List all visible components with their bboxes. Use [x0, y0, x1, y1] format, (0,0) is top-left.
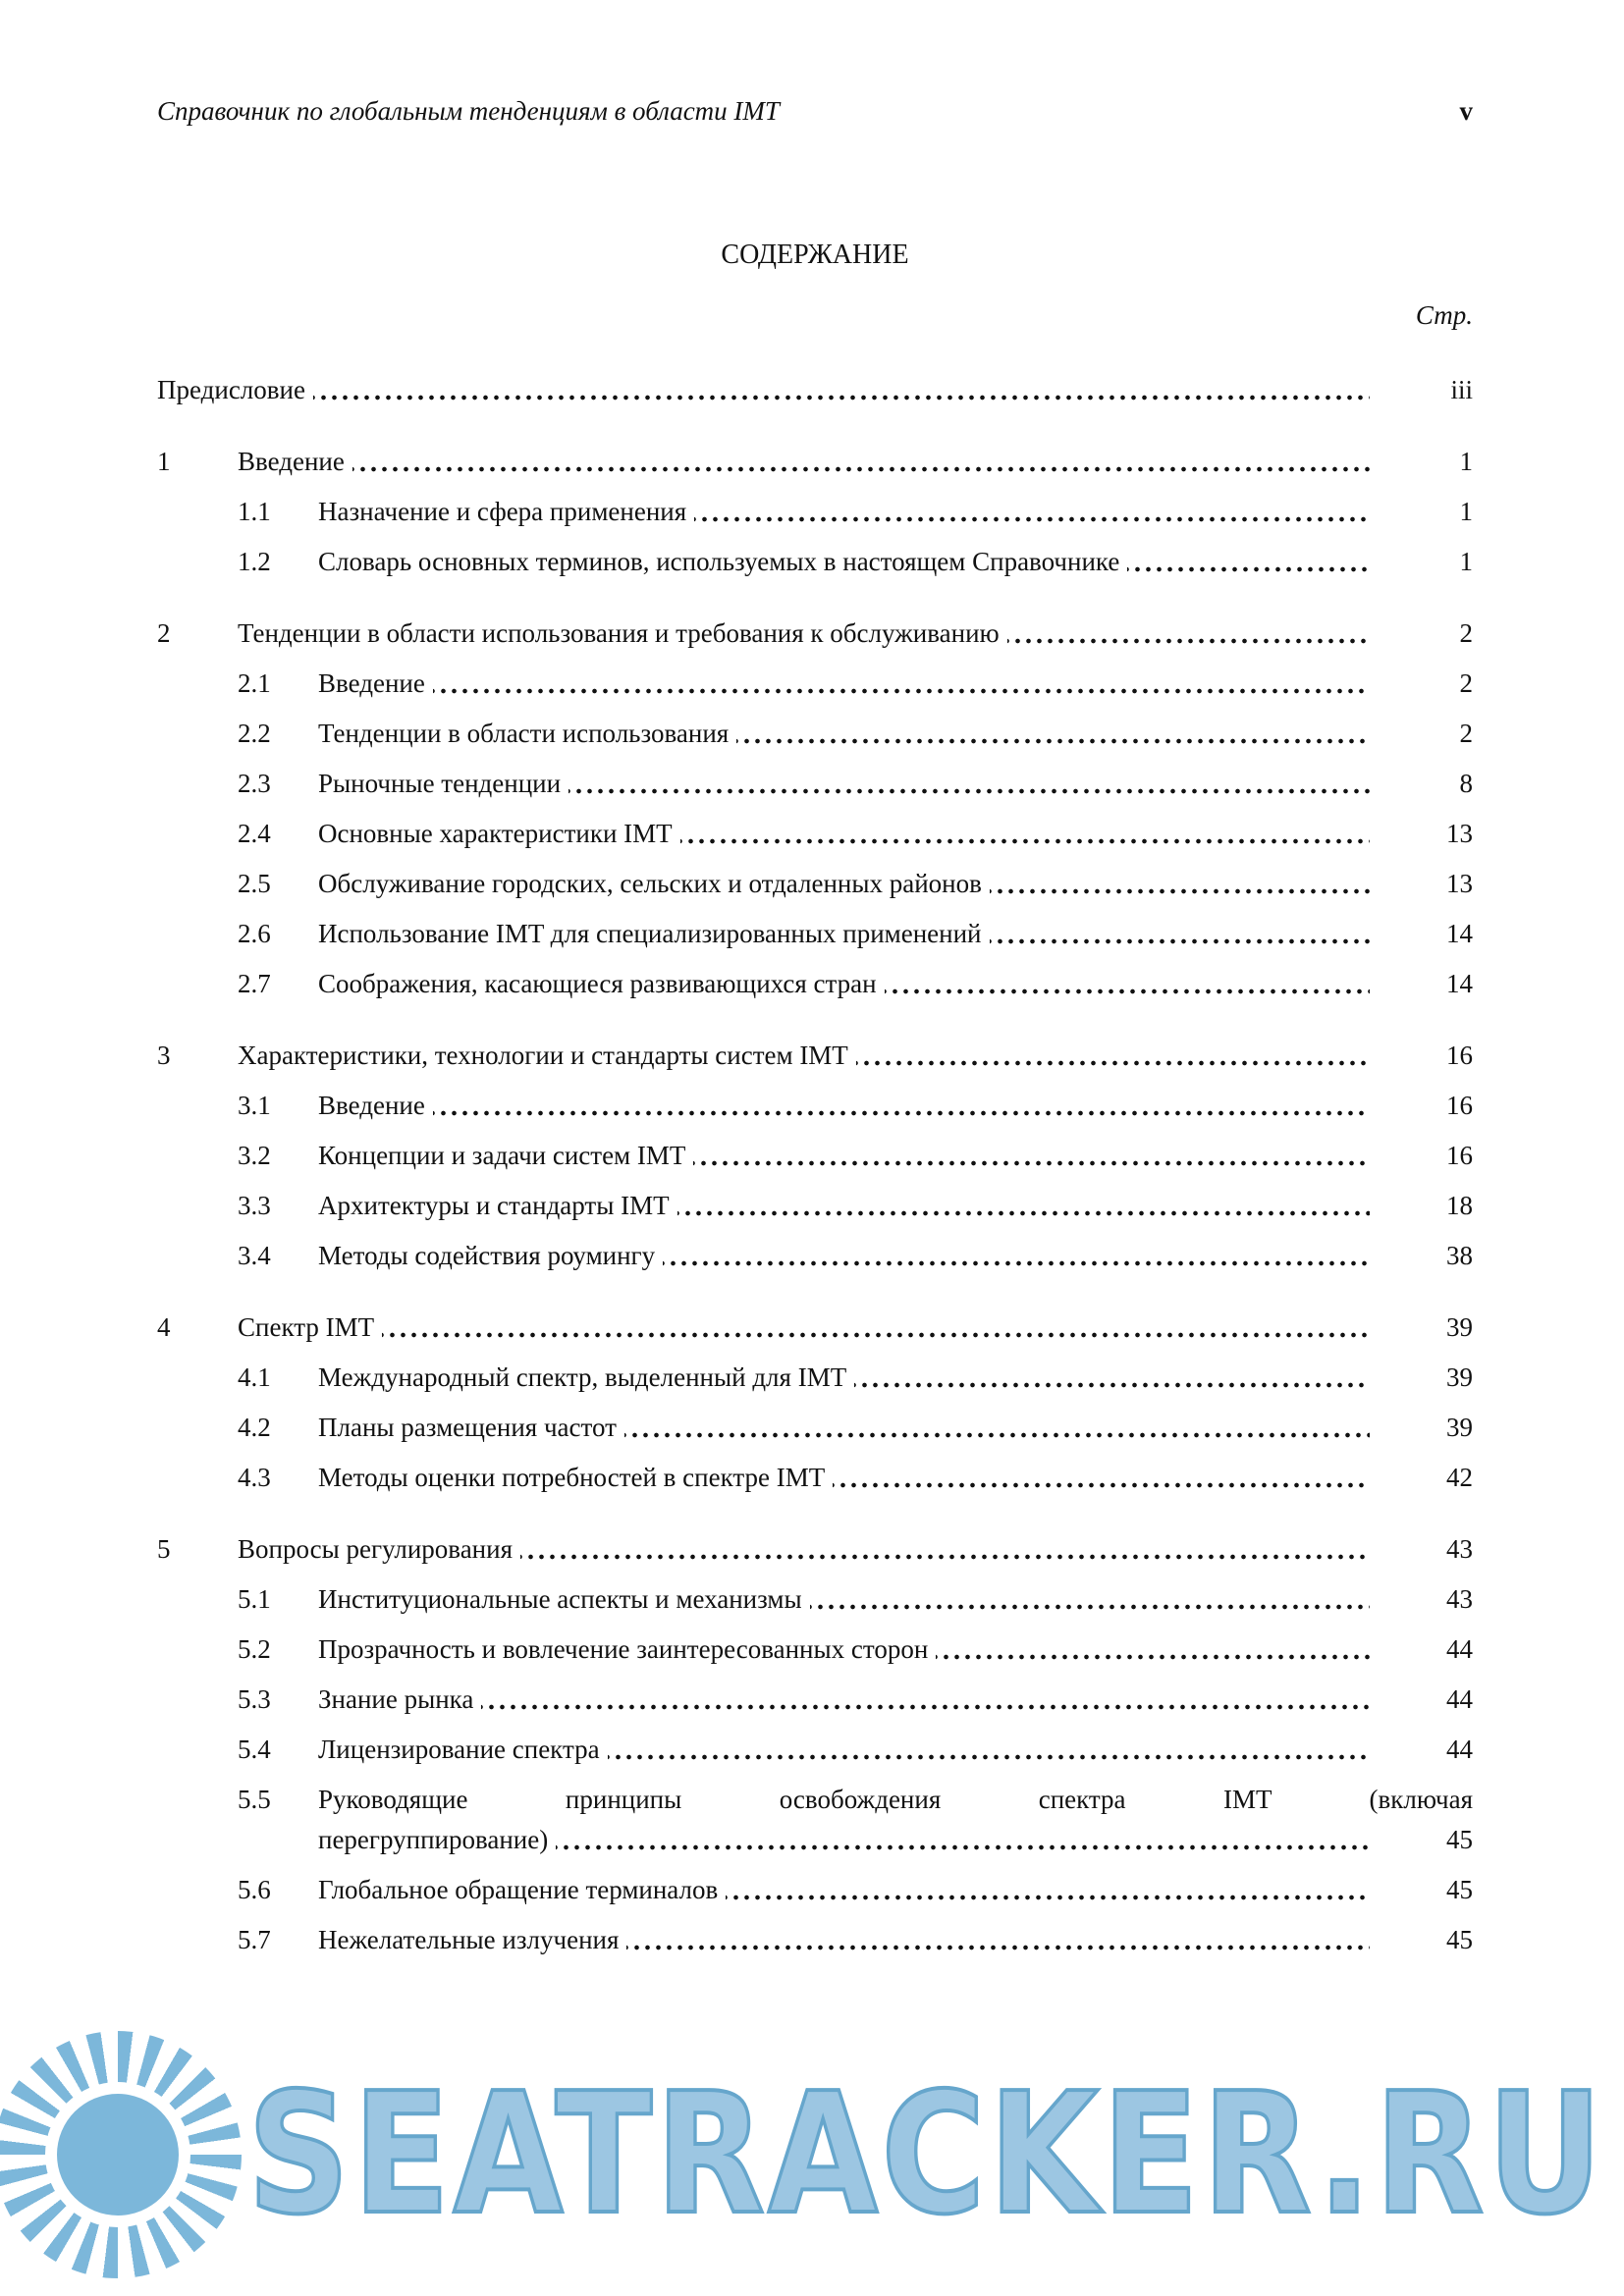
- toc-entry: [238, 1581, 1473, 1617]
- toc-entry-number: 5.5: [238, 1785, 271, 1814]
- dot-leader: [433, 666, 1370, 701]
- toc-entry-number: 1: [157, 447, 171, 476]
- toc-entry-title: Спектр IMT: [238, 1312, 375, 1342]
- toc-entry-title: Предисловие: [157, 375, 305, 404]
- toc-entry-page: 43: [1446, 1534, 1473, 1564]
- toc-entry-title: Лицензирование спектра: [318, 1735, 600, 1764]
- toc-entry-page: 16: [1446, 1141, 1473, 1170]
- toc-entry-page: 16: [1446, 1041, 1473, 1070]
- toc-entry-multiline: [318, 1782, 1473, 1857]
- toc-entry-title: Введение: [238, 447, 345, 476]
- toc-entry: [238, 494, 1473, 529]
- toc-entry-page: 14: [1446, 919, 1473, 948]
- toc-entry-number: 4: [157, 1312, 171, 1342]
- toc-entry: [238, 1460, 1473, 1495]
- toc-entry-page: 45: [1446, 1925, 1473, 1954]
- toc-entry-number: 2.5: [238, 869, 271, 898]
- toc-entry-page: 39: [1446, 1413, 1473, 1442]
- dot-leader: [736, 716, 1370, 751]
- toc-entry-page: 44: [1446, 1735, 1473, 1764]
- dot-leader: [726, 1872, 1370, 1907]
- toc-entry-page: 8: [1459, 769, 1473, 798]
- toc-entry: [238, 1238, 1473, 1273]
- toc-entry: [238, 1410, 1473, 1445]
- dot-leader: [990, 866, 1370, 901]
- toc-entry-number: 2.6: [238, 919, 271, 948]
- toc-entry: [238, 1188, 1473, 1223]
- dot-leader: [854, 1360, 1370, 1395]
- toc-entry-title: Введение: [318, 668, 425, 698]
- toc-entry: [238, 1872, 1473, 1907]
- toc-entry-title: Тенденции в области использования и требования к обслуживанию: [238, 618, 1000, 648]
- toc-entry: [238, 1732, 1473, 1767]
- watermark-text: SEATRACKER.RU: [247, 2057, 1606, 2252]
- dot-leader: [833, 1460, 1370, 1495]
- dot-leader: [936, 1631, 1370, 1667]
- toc-entry-page: 44: [1446, 1634, 1473, 1664]
- toc-entry-number: 3.1: [238, 1091, 271, 1120]
- dot-leader: [1127, 544, 1370, 579]
- toc-entry-title: Методы содействия роумингу: [318, 1241, 656, 1270]
- toc-heading: СОДЕРЖАНИЕ: [721, 240, 909, 270]
- toc-entry-number: 5.7: [238, 1925, 271, 1954]
- dot-leader: [520, 1531, 1370, 1567]
- toc-entries: [157, 372, 1473, 1957]
- toc-entry-title: Соображения, касающиеся развивающихся стран: [318, 969, 877, 998]
- toc-entry-title-continued: перегруппирование): [318, 1825, 549, 1854]
- toc-entry-page: 2: [1459, 719, 1473, 748]
- toc-entry: [238, 1088, 1473, 1123]
- toc-entry-title: Руководящие принципы освобождения спектра IMT (включая: [318, 1785, 1473, 1814]
- dot-leader: [677, 1188, 1370, 1223]
- toc-entry-number: 2.7: [238, 969, 271, 998]
- toc-entry: [238, 1631, 1473, 1667]
- toc-entry: [157, 444, 1473, 479]
- dot-leader: [693, 1138, 1370, 1173]
- toc-entry-number: 3.4: [238, 1241, 271, 1270]
- toc-entry-number: 5.2: [238, 1634, 271, 1664]
- document-header: [157, 93, 1473, 129]
- toc-entry-number: 4.3: [238, 1463, 271, 1492]
- toc-entry: [157, 1309, 1473, 1345]
- toc-entry: [238, 1782, 1473, 1857]
- toc-entry-title: Вопросы регулирования: [238, 1534, 513, 1564]
- toc-entry-number: 2.2: [238, 719, 271, 748]
- toc-entry-title: Характеристики, технологии и стандарты систем IMT: [238, 1041, 848, 1070]
- toc-entry-title: Словарь основных терминов, используемых в настоящем Справочнике: [318, 547, 1120, 576]
- toc-entry-page: 13: [1446, 869, 1473, 898]
- toc-entry-page: 39: [1446, 1312, 1473, 1342]
- toc-entry-title: Планы размещения частот: [318, 1413, 617, 1442]
- toc-entry-title: Архитектуры и стандарты IMT: [318, 1191, 670, 1220]
- toc-entry-title: Назначение и сфера применения: [318, 497, 687, 526]
- dot-leader: [626, 1922, 1370, 1957]
- toc-entry-title: Глобальное обращение терминалов: [318, 1875, 719, 1904]
- dot-leader: [313, 372, 1370, 407]
- sun-icon: [0, 2031, 242, 2278]
- toc-entry-number: 5.3: [238, 1684, 271, 1714]
- toc-entry-number: 3: [157, 1041, 171, 1070]
- toc-entry-title: Концепции и задачи систем IMT: [318, 1141, 686, 1170]
- toc-entry-page: 43: [1446, 1584, 1473, 1614]
- dot-leader: [1007, 615, 1370, 651]
- dot-leader: [382, 1309, 1370, 1345]
- dot-leader: [990, 916, 1370, 951]
- toc-entry-page: 42: [1446, 1463, 1473, 1492]
- toc-entry-number: 3.2: [238, 1141, 271, 1170]
- toc-entry-number: 4.1: [238, 1362, 271, 1392]
- dot-leader: [433, 1088, 1370, 1123]
- toc-entry-title: Международный спектр, выделенный для IMT: [318, 1362, 847, 1392]
- dot-leader: [694, 494, 1370, 529]
- toc-entry: [238, 716, 1473, 751]
- toc-entry: [157, 615, 1473, 651]
- toc-entry: [238, 1922, 1473, 1957]
- toc-entry-page: 2: [1459, 618, 1473, 648]
- toc-entry: [238, 544, 1473, 579]
- watermark: [0, 2031, 1624, 2278]
- toc-entry-page: 13: [1446, 819, 1473, 848]
- toc-entry: [238, 1682, 1473, 1717]
- dot-leader: [856, 1038, 1370, 1073]
- toc-entry-number: 2.1: [238, 668, 271, 698]
- toc-entry-title: Прозрачность и вовлечение заинтересованных сторон: [318, 1634, 929, 1664]
- dot-leader: [663, 1238, 1370, 1273]
- dot-leader: [556, 1822, 1370, 1857]
- dot-leader: [810, 1581, 1370, 1617]
- toc-entry-page: 16: [1446, 1091, 1473, 1120]
- toc-entry-title: Рыночные тенденции: [318, 769, 562, 798]
- toc-entry-number: 5.4: [238, 1735, 271, 1764]
- toc-entry-page: iii: [1450, 375, 1473, 404]
- toc-entry-title: Нежелательные излучения: [318, 1925, 620, 1954]
- toc-entry-number: 3.3: [238, 1191, 271, 1220]
- toc-entry: [157, 1531, 1473, 1567]
- toc-entry-title: Методы оценки потребностей в спектре IMT: [318, 1463, 826, 1492]
- page-column-label: Стр.: [1415, 300, 1473, 330]
- toc-entry-page: 38: [1446, 1241, 1473, 1270]
- toc-entry-number: 4.2: [238, 1413, 271, 1442]
- toc-entry-page: 18: [1446, 1191, 1473, 1220]
- dot-leader: [885, 966, 1370, 1001]
- toc-entry-page: 2: [1459, 668, 1473, 698]
- toc-entry-title: Использование IMT для специализированных применений: [318, 919, 982, 948]
- dot-leader: [680, 816, 1370, 851]
- toc-entry-line2: [318, 1822, 1473, 1857]
- toc-entry-title: Основные характеристики IMT: [318, 819, 673, 848]
- toc-entry: [238, 966, 1473, 1001]
- toc-entry-page: 44: [1446, 1684, 1473, 1714]
- toc-entry-title: Обслуживание городских, сельских и отдаленных районов: [318, 869, 982, 898]
- page-number: v: [1459, 96, 1473, 126]
- toc-entry-title: Введение: [318, 1091, 425, 1120]
- toc-entry-page: 45: [1446, 1875, 1473, 1904]
- toc-entry-page: 1: [1459, 547, 1473, 576]
- dot-leader: [624, 1410, 1370, 1445]
- toc-entry: [238, 1138, 1473, 1173]
- toc-entry: [157, 1038, 1473, 1073]
- toc-entry: [238, 1360, 1473, 1395]
- toc-entry-number: 2: [157, 618, 171, 648]
- toc-entry-number: 5.6: [238, 1875, 271, 1904]
- toc-entry-number: 1.2: [238, 547, 271, 576]
- toc-entry: [238, 866, 1473, 901]
- toc-entry-number: 5.1: [238, 1584, 271, 1614]
- toc-entry-title: Институциональные аспекты и механизмы: [318, 1584, 802, 1614]
- toc-entry: [238, 916, 1473, 951]
- dot-leader: [481, 1682, 1370, 1717]
- toc-entry-page: 14: [1446, 969, 1473, 998]
- running-title: Справочник по глобальным тенденциям в области IMT: [157, 96, 780, 126]
- dot-leader: [568, 766, 1370, 801]
- toc-entry-number: 5: [157, 1534, 171, 1564]
- toc-entry-page: 45: [1446, 1825, 1473, 1854]
- toc-entry-title: Знание рынка: [318, 1684, 474, 1714]
- toc-entry-page: 1: [1459, 497, 1473, 526]
- toc-entry-number: 1.1: [238, 497, 271, 526]
- dot-leader: [352, 444, 1370, 479]
- toc-entry-number: 2.4: [238, 819, 271, 848]
- toc-entry-page: 1: [1459, 447, 1473, 476]
- toc-entry: [157, 372, 1473, 407]
- toc-entry-number: 2.3: [238, 769, 271, 798]
- toc-entry-title: Тенденции в области использования: [318, 719, 730, 748]
- toc-entry: [238, 816, 1473, 851]
- toc-entry-page: 39: [1446, 1362, 1473, 1392]
- toc-entry: [238, 666, 1473, 701]
- toc-entry: [238, 766, 1473, 801]
- dot-leader: [608, 1732, 1370, 1767]
